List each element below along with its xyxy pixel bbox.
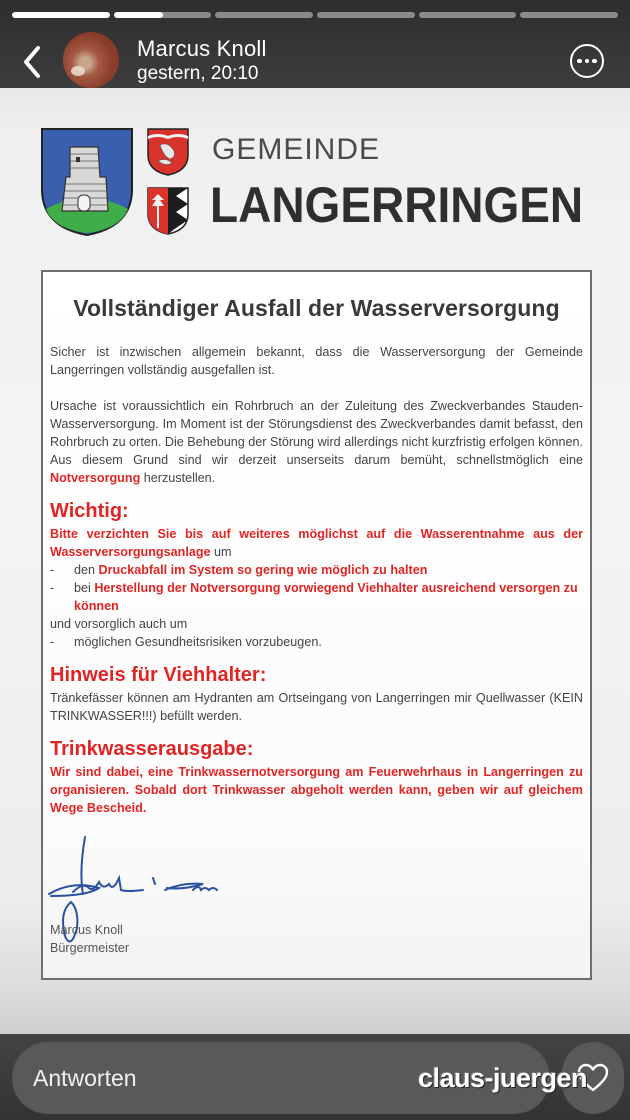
reply-input[interactable]: Antworten — [12, 1042, 550, 1114]
wichtig-intro: Bitte verzichten Sie bis auf weiteres möglichst auf die Wasserentnahme aus der Wasserversorgungsanlage um — [50, 527, 583, 559]
wichtig-also: und vorsorglich auch um — [50, 617, 188, 631]
coat-of-arms-split-icon — [146, 186, 190, 236]
coat-of-arms-bird-icon — [146, 127, 190, 177]
story-progress — [12, 12, 618, 18]
story-user-name[interactable]: Marcus Knoll — [137, 36, 267, 61]
letterhead-gemeinde: GEMEINDE — [212, 133, 381, 166]
story-timestamp: gestern, 20:10 — [137, 63, 259, 84]
coat-of-arms-tower-icon — [40, 127, 134, 237]
heading-viehhalter: Hinweis für Viehhalter: — [50, 664, 267, 686]
story-header — [0, 0, 630, 88]
paragraph-trinkwasser: Wir sind dabei, eine Trinkwassernotversorgung am Feuerwehrhaus in Langerringen zu organisieren. Sobald dort Trinkwasser abgeholt werden kann, geben wir auf gleichem Wege Bescheid. — [50, 765, 583, 815]
signer-role: Bürgermeister — [50, 941, 130, 955]
more-options-button[interactable] — [570, 44, 604, 78]
story-progress-segment — [520, 12, 618, 18]
story-progress-fill — [12, 12, 110, 18]
story-progress-fill — [114, 12, 163, 18]
heading-trinkwasser: Trinkwasserausgabe: — [50, 738, 254, 760]
more-options-icon — [577, 59, 582, 64]
paragraph-intro: Sicher ist inzwischen allgemein bekannt, dass die Wasserversorgung der Gemeinde Langerringen vollständig ausgefallen ist. — [50, 345, 583, 377]
watermark: claus-juergen — [418, 1063, 588, 1093]
story-progress-segment — [215, 12, 313, 18]
story-progress-segment — [419, 12, 517, 18]
story-progress-segment — [114, 12, 212, 18]
document-title: Vollständiger Ausfall der Wasserversorgung — [73, 295, 560, 321]
letterhead-town-name: LANGERRINGEN — [210, 177, 584, 233]
notice-document — [41, 270, 592, 980]
heading-wichtig: Wichtig: — [50, 500, 129, 522]
paragraph-cause: Ursache ist voraussichtlich ein Rohrbruch an der Zuleitung des Zweckverbandes Stauden-Wasserversorgung. Im Moment ist der Störungsdienst des Zweckverbandes damit befasst, den Rohrbruch zu orten. Die Behebung der Störung wird allerdings nicht kurzfristig erfolgen können. Aus diesem Grund sind wir derzeit unserseits darum bemüht, schnellstmöglich eine Notversorgung herzustellen. — [50, 399, 583, 485]
notversorgung-highlight: Notversorgung — [50, 471, 141, 485]
avatar[interactable] — [63, 32, 119, 88]
list-item: - möglichen Gesundheitsrisiken vorzubeugen. — [50, 635, 322, 649]
list-item: - den Druckabfall im System so gering wie möglich zu halten — [50, 563, 428, 577]
chevron-left-icon — [18, 42, 48, 82]
story-progress-segment — [317, 12, 415, 18]
signer-name: Marcus Knoll — [50, 923, 123, 937]
list-item: - bei Herstellung der Notversorgung vorwiegend Viehhalter ausreichend versorgen zu können — [50, 581, 578, 613]
story-progress-segment — [12, 12, 110, 18]
back-button[interactable] — [18, 42, 48, 82]
paragraph-viehhalter: Tränkefässer können am Hydranten am Ortseingang von Langerringen mir Quellwasser (KEIN TRINKWASSER!!!) befüllt werden. — [50, 691, 583, 723]
